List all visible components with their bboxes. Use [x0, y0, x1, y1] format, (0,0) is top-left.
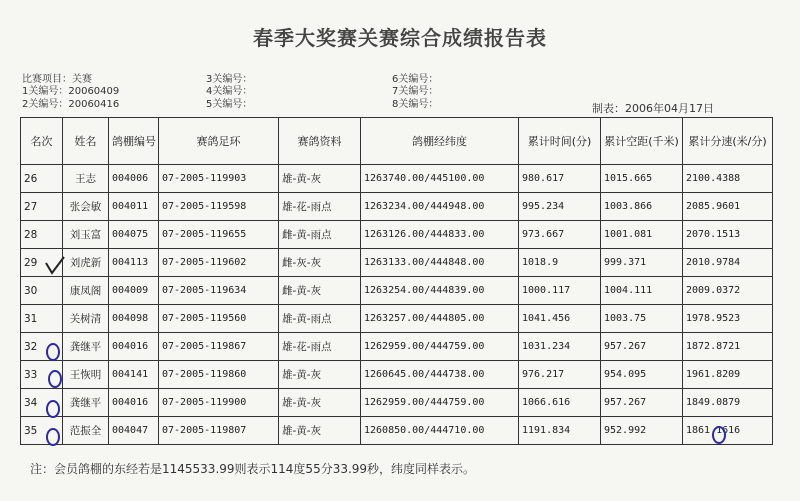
handwritten-circle-mark — [46, 400, 60, 418]
cell-time: 1066.616 — [519, 389, 601, 417]
cell-pigeon-info: 雌-黄-雨点 — [279, 221, 361, 249]
cell-speed: 2009.0372 — [683, 277, 773, 305]
cell-pigeon-id: 004016 — [109, 389, 159, 417]
cell-time: 980.617 — [519, 165, 601, 193]
cell-distance: 1003.866 — [601, 193, 683, 221]
header-pigeon-id: 鸽棚编号 — [109, 118, 159, 165]
cell-name: 王恢明 — [63, 361, 109, 389]
cell-ring: 07-2005-119560 — [159, 305, 279, 333]
cell-coords: 1263740.00/445100.00 — [361, 165, 519, 193]
cell-time: 973.667 — [519, 221, 601, 249]
table-row — [21, 361, 773, 389]
cell-name: 刘玉富 — [63, 221, 109, 249]
table-row — [21, 389, 773, 417]
handwritten-check-mark — [44, 255, 66, 277]
handwritten-circle-mark — [46, 343, 60, 361]
header-coords: 鸽棚经纬度 — [361, 118, 519, 165]
header-distance: 累计空距(千米) — [601, 118, 683, 165]
cell-ring: 07-2005-119860 — [159, 361, 279, 389]
cell-pigeon-info: 雄-黄-灰 — [279, 165, 361, 193]
cell-pigeon-id: 004098 — [109, 305, 159, 333]
cell-time: 1018.9 — [519, 249, 601, 277]
cell-coords: 1263126.00/444833.00 — [361, 221, 519, 249]
cell-speed: 1961.8209 — [683, 361, 773, 389]
cell-ring: 07-2005-119598 — [159, 193, 279, 221]
cell-distance: 999.371 — [601, 249, 683, 277]
table-row — [21, 417, 773, 445]
cell-pigeon-info: 雄-花-雨点 — [279, 193, 361, 221]
cell-pigeon-id: 004006 — [109, 165, 159, 193]
cell-pigeon-info: 雌-黄-灰 — [279, 277, 361, 305]
cell-pigeon-info: 雌-灰-灰 — [279, 249, 361, 277]
report-title: 春季大奖赛关赛综合成绩报告表 — [253, 26, 547, 50]
results-table — [20, 117, 773, 445]
cell-coords: 1263133.00/444848.00 — [361, 249, 519, 277]
cell-ring: 07-2005-119634 — [159, 277, 279, 305]
cell-speed: 1872.8721 — [683, 333, 773, 361]
cell-pigeon-id: 004113 — [109, 249, 159, 277]
cell-distance: 1003.75 — [601, 305, 683, 333]
cell-pigeon-id: 004047 — [109, 417, 159, 445]
header-name: 姓名 — [63, 118, 109, 165]
handwritten-circle-mark — [712, 426, 726, 444]
table-row — [21, 333, 773, 361]
cell-coords: 1260850.00/444710.00 — [361, 417, 519, 445]
table-row — [21, 221, 773, 249]
print-date: 制表：2006年04月17日 — [592, 102, 714, 115]
meta-stage4: 4关编号： — [206, 86, 253, 97]
cell-distance: 952.992 — [601, 417, 683, 445]
cell-coords: 1263254.00/444839.00 — [361, 277, 519, 305]
footer-note: 注：会员鸽棚的东经若是1145533.99则表示114度55分33.99秒，纬度同样表示。 — [30, 462, 476, 476]
cell-name: 关树清 — [63, 305, 109, 333]
table-row — [21, 305, 773, 333]
handwritten-circle-mark — [46, 428, 60, 446]
table-row — [21, 165, 773, 193]
table-header-row — [21, 118, 773, 165]
cell-pigeon-info: 雄-花-雨点 — [279, 333, 361, 361]
cell-coords: 1262959.00/444759.00 — [361, 389, 519, 417]
cell-pigeon-id: 004009 — [109, 277, 159, 305]
meta-stage6: 6关编号： — [392, 74, 439, 85]
cell-speed: 1861.1616 — [683, 417, 773, 445]
cell-time: 995.234 — [519, 193, 601, 221]
cell-rank: 32 — [21, 333, 63, 361]
cell-coords: 1260645.00/444738.00 — [361, 361, 519, 389]
cell-distance: 957.267 — [601, 389, 683, 417]
header-time: 累计时间(分) — [519, 118, 601, 165]
cell-distance: 954.095 — [601, 361, 683, 389]
cell-rank: 27 — [21, 193, 63, 221]
meta-stage5: 5关编号： — [206, 99, 253, 110]
cell-ring: 07-2005-119903 — [159, 165, 279, 193]
cell-pigeon-id: 004075 — [109, 221, 159, 249]
cell-name: 刘虎新 — [63, 249, 109, 277]
cell-distance: 1004.111 — [601, 277, 683, 305]
cell-pigeon-info: 雄-黄-灰 — [279, 389, 361, 417]
cell-ring: 07-2005-119867 — [159, 333, 279, 361]
cell-distance: 1015.665 — [601, 165, 683, 193]
table-row — [21, 193, 773, 221]
cell-ring: 07-2005-119655 — [159, 221, 279, 249]
cell-ring: 07-2005-119900 — [159, 389, 279, 417]
meta-stage7: 7关编号： — [392, 86, 439, 97]
cell-pigeon-info: 雄-黄-雨点 — [279, 305, 361, 333]
cell-rank: 28 — [21, 221, 63, 249]
cell-coords: 1262959.00/444759.00 — [361, 333, 519, 361]
cell-pigeon-info: 雄-黄-灰 — [279, 417, 361, 445]
cell-pigeon-id: 004141 — [109, 361, 159, 389]
cell-rank: 34 — [21, 389, 63, 417]
cell-time: 1041.456 — [519, 305, 601, 333]
meta-stage8: 8关编号： — [392, 99, 439, 110]
cell-pigeon-id: 004016 — [109, 333, 159, 361]
cell-name: 康凤阁 — [63, 277, 109, 305]
meta-stage1: 1关编号：20060409 — [22, 86, 120, 97]
cell-ring: 07-2005-119807 — [159, 417, 279, 445]
cell-rank: 26 — [21, 165, 63, 193]
header-ring: 赛鸽足环 — [159, 118, 279, 165]
cell-speed: 1978.9523 — [683, 305, 773, 333]
cell-name: 张会敏 — [63, 193, 109, 221]
cell-name: 龚继平 — [63, 389, 109, 417]
meta-stage2: 2关编号：20060416 — [22, 99, 120, 110]
meta-race-project: 比赛项目：关赛 — [22, 74, 92, 85]
cell-rank: 29 — [21, 249, 63, 277]
cell-speed: 2100.4388 — [683, 165, 773, 193]
cell-name: 龚继平 — [63, 333, 109, 361]
cell-time: 1000.117 — [519, 277, 601, 305]
cell-coords: 1263257.00/444805.00 — [361, 305, 519, 333]
cell-coords: 1263234.00/444948.00 — [361, 193, 519, 221]
meta-stage3: 3关编号： — [206, 74, 253, 85]
cell-time: 1031.234 — [519, 333, 601, 361]
cell-pigeon-info: 雄-黄-灰 — [279, 361, 361, 389]
cell-speed: 2070.1513 — [683, 221, 773, 249]
cell-pigeon-id: 004011 — [109, 193, 159, 221]
cell-rank: 35 — [21, 417, 63, 445]
cell-name: 王志 — [63, 165, 109, 193]
cell-rank: 33 — [21, 361, 63, 389]
header-pigeon-info: 赛鸽资料 — [279, 118, 361, 165]
cell-speed: 1849.0879 — [683, 389, 773, 417]
cell-time: 1191.834 — [519, 417, 601, 445]
cell-rank: 31 — [21, 305, 63, 333]
cell-time: 976.217 — [519, 361, 601, 389]
cell-speed: 2010.9784 — [683, 249, 773, 277]
cell-rank: 30 — [21, 277, 63, 305]
table-row — [21, 277, 773, 305]
header-rank: 名次 — [21, 118, 63, 165]
cell-name: 范振全 — [63, 417, 109, 445]
cell-distance: 957.267 — [601, 333, 683, 361]
table-row — [21, 249, 773, 277]
cell-speed: 2085.9601 — [683, 193, 773, 221]
cell-distance: 1001.081 — [601, 221, 683, 249]
handwritten-circle-mark — [48, 370, 62, 388]
cell-ring: 07-2005-119602 — [159, 249, 279, 277]
header-speed: 累计分速(米/分) — [683, 118, 773, 165]
